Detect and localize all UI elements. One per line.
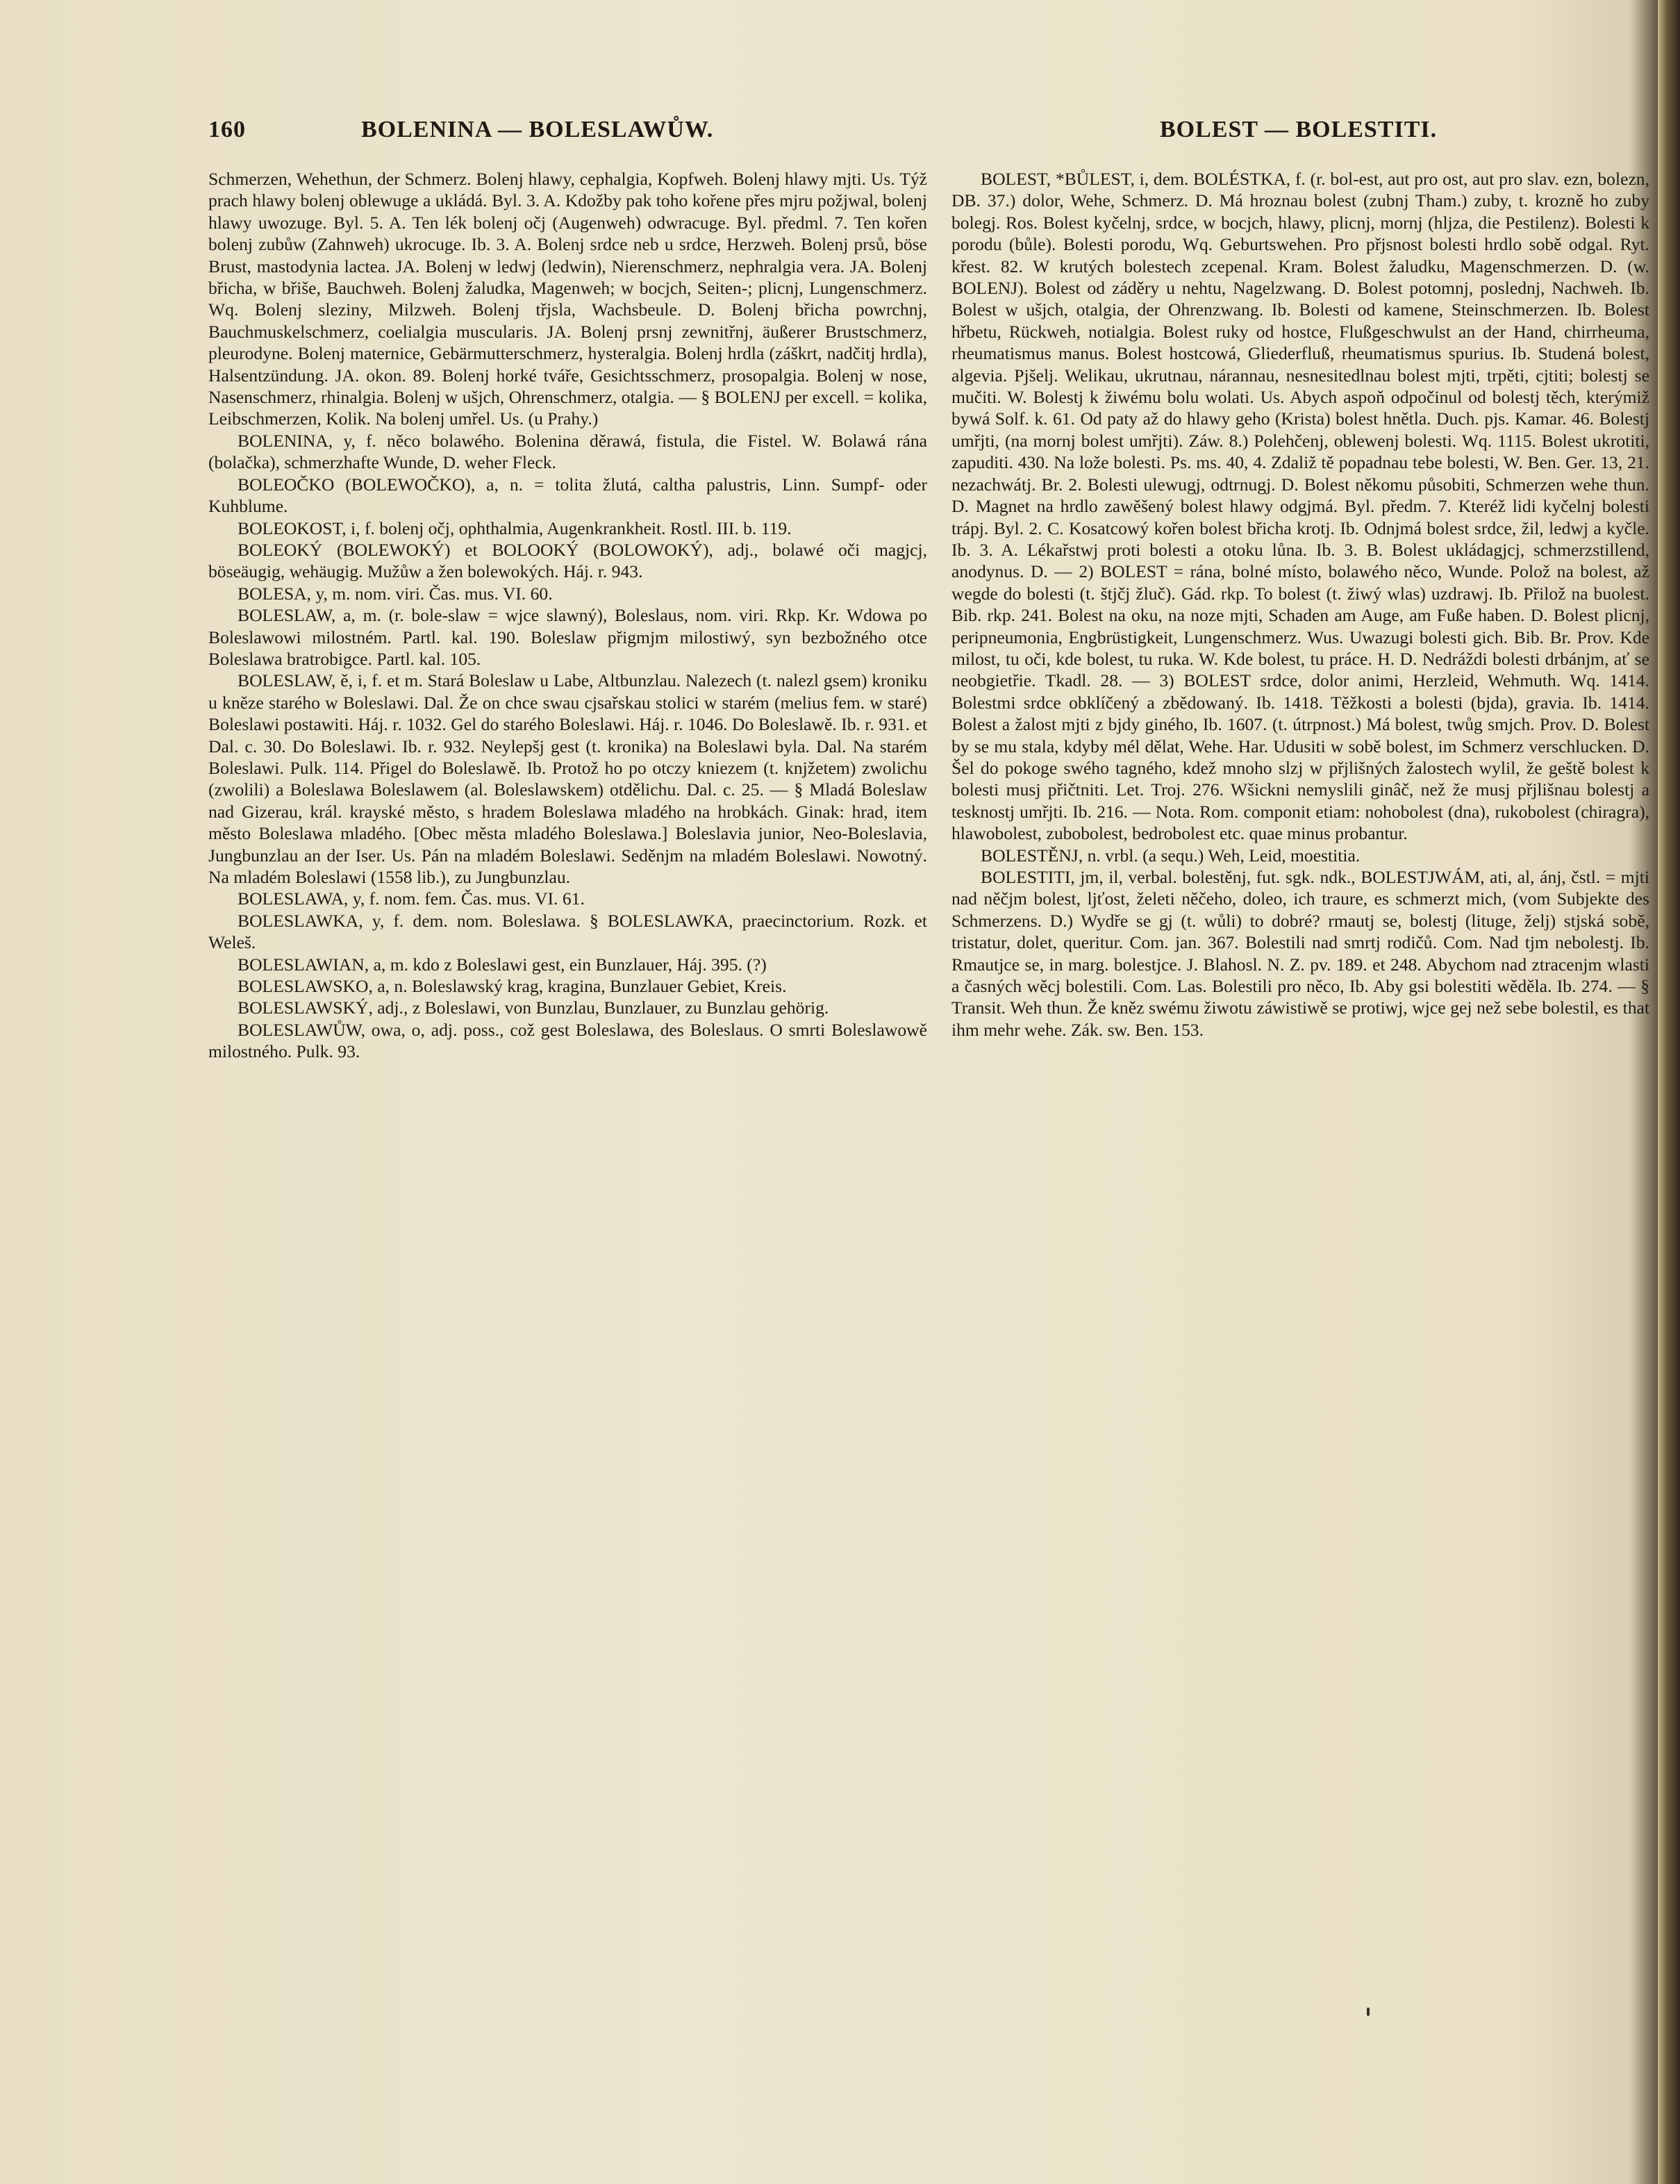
entry-boleslawsky: BOLESLAWSKÝ, adj., z Boleslawi, von Bunzlau, Bunzlauer, zu Bunzlau gehörig. — [238, 998, 829, 1018]
entry-boleslaw-f: BOLESLAW, ě, i, f. et m. Stará Boleslaw u Labe, Altbunzlau. Nalezech (t. nalezl gsem) kroniku u kněze starého w Boleslawi. Dal. Že on chce swau cjsařskau stolici w starém (melius fem. w staré) Boleslawi postawiti. Háj. r. 1032. Gel do starého Boleslawi. Háj. r. 1046. Do Boleslawě. Ib. r. 931. et Dal. c. 30. Do Boleslawi. Ib. r. 932. Neylepšj gest (t. kronika) na Boleslawi byla. Dal. Na starém Boleslawi. Pulk. 114. Přigel do Boleslawě. Ib. Protož ho po otczy kniezem (t. knjžetem) zwolichu (zwolili) a Boleslawa Boleslawem (al. Boleslawskem) otdělichu. Dal. c. 25. — § Mladá Boleslaw nad Gizerau, král. krayské město, s hradem Boleslawa mladého na hrobkách. Ginak: hrad, item město Boleslawa mladého. [Obec města mladého Boleslawa.] Boleslavia junior, Neo-Boleslavia, Jungbunzlau an der Iser. Us. Pán na mladém Boleslawi. Seděnjm na mladém Boleslawi. Nowotný. Na mladém Boleslawi (1558 lib.), zu Jungbunzlau. — [208, 670, 927, 887]
entry-bolestenj: BOLESTĚNJ, n. vrbl. (a sequ.) Weh, Leid, moestitia. — [981, 845, 1361, 866]
entry-text: Schmerzen, Wehethun, der Schmerz. Bolenj hlawy, cephalgia, Kopfweh. Bolenj hlawy mjti. Us. Týž prach hlawy bolenj oblewuge a ukládá. Byl. 3. A. Kdožby pak toho kořene přes mjru požjwal, bolenj hlawy uwozuge. Byl. 5. A. Ten lék bolenj očj (Augenweh) odwracuge. Byl. předml. 7. Ten kořen bolenj zubůw (Zahnweh) ukrocuge. Ib. 3. A. Bolenj srdce neb u srdce, Herzweh. Bolenj prsů, böse Brust, mastodynia lactea. JA. Bolenj w ledwj (ledwin), Nierenschmerz, nephralgia vera. JA. Bolenj břicha, w břiše, Bauchweh. Bolenj žaludka, Magenweh; w bocjch, Seiten-; plicnj, Lungenschmerz. Wq. Bolenj sleziny, Milzweh. Bolenj třjsla, Wachsbeule. D. Bolenj břicha powrchnj, Bauchmuskelschmerz, coelialgia muscularis. JA. Bolenj prsnj zewnitřnj, äußerer Brustschmerz, pleurodyne. Bolenj maternice, Gebärmutterschmerz, hysteralgia. Bolenj hrdla (záškrt, nadčitj hrdla), Halsentzündung. JA. okon. 89. Bolenj horké tváře, Gesichtsschmerz, prosopalgia. Bolenj w nose, Nasenschmerz, rhinalgia. Bolenj w ušjch, Ohrenschmerz, otalgia. — § BOLENJ per excell. = kolika, Leibschmerzen, Kolik. Na bolenj umřel. Us. (u Prahy.) — [208, 169, 927, 429]
ink-mark — [1367, 2008, 1370, 2016]
entry-boleslawa: BOLESLAWA, y, f. nom. fem. Čas. mus. VI. 61. — [238, 888, 585, 909]
entry-boleoky: BOLEOKÝ (BOLEWOKÝ) et BOLOOKÝ (BOLOWOKÝ), adj., bolawé oči magjcj, böseäugig, wehäugig. Mužůw a žen bolewokých. Háj. r. 943. — [208, 539, 927, 582]
right-running-title: BOLEST — BOLESTITI. — [1160, 117, 1438, 142]
right-column — [951, 168, 1649, 1919]
page-number: 160 — [208, 117, 246, 142]
entry-boleslawsko: BOLESLAWSKO, a, n. Boleslawský krag, kragina, Bunzlauer Gebiet, Kreis. — [238, 976, 787, 997]
entry-bolest: BOLEST, *BŮLEST, i, dem. BOLÉSTKA, f. (r. bol-est, aut pro ost, aut pro slav. ezn, bolezn, DB. 37.) dolor, Wehe, Schmerz. D. Má hroznau bolest (zubnj Tham.) zuby, t. krozně ho zuby bolegj. Ros. Bolest kyčelnj, srdce, w bocjch, hlawy, plicnj, mornj (hljza, die Pestilenz). Bolesti k porodu (bůle). Bolesti porodu, Wq. Geburtswehen. Pro přjsnost bolesti hrdlo sobě odgal. Ryt. křest. 82. W krutých bolestech zcepenal. Kram. Bolest žaludku, Magenschmerzen. D. (w. BOLENJ). Bolest od záděry u nehtu, Nagelzwang. D. Bolest potomnj, poslednj, Nachweh. Ib. Bolest w ušjch, otalgia, der Ohrenzwang. Ib. Bolesti od kamene, Steinschmerzen. Ib. Bolest hřbetu, Rückweh, notialgia. Bolest ruky od hostce, Flußgeschwulst an der Hand, chirrheuma, rheumatismus manus. Bolest hostcowá, Gliederfluß, rheumatismus spurius. Ib. Studená bolest, algevia. Pjšelj. Welikau, ukrutnau, nárannau, nesnesitedlnau bolest mjti, trpěti, cjtiti; bolestj se mučiti. W. Bolestj k žiwému bolu wolati. Us. Abych aspoň odpočinul od bolestj těch, kterýmiž bywá Solf. k. 61. Od paty až do hlawy geho (Krista) bolest hnětla. Duch. pjs. Kamar. 46. Bolestj umřjti, (na mornj bolest umřjti). Záw. 8.) Polehčenj, oblewenj bolesti. Wq. 1115. Bolest ukrotiti, zapuditi. 430. Na lože bolesti. Ps. ms. 40, 4. Zdaliž tě popadnau tebe bolesti, W. Ben. Ger. 13, 21. nezachwátj. Br. 2. Bolesti ulewugj, odtrnugj. D. Bolest někomu působiti, Schmerzen wehe thun. D. Magnet na hrdlo zawěšený bolest hlawy odgjmá. Byl. předm. 7. Kteréž lidi kyčelnj bolesti trápj. Byl. 2. C. Kosatcowý kořen bolest břicha krotj. Ib. Odnjmá bolest srdce, žil, ledwj a kyčle. Ib. 3. A. Lékařstwj proti bolesti a otoku lůna. Ib. 3. B. Bolest ukládagjcj, schmerzstillend, anodynus. D. — 2) BOLEST = rána, bolné místo, bolawého něco, Wunde. Polož na bolest, až wegde do bolesti (t. štjčj žluč). Gád. rkp. To bolest (t. žiwý wlas) uzdrawj. Ib. Přilož na buolest. Bib. rkp. 241. Bolest na oku, na noze mjti, Schaden am Auge, am Fuße haben. D. Bolest plicnj, peripneumonia, Engbrüstigkeit, Lungenschmerz. Wus. Uwazugi bolesti gich. Bib. Br. Prov. Kde milost, tu oči, kde bolest, tu ruka. W. Kde bolest, tu práce. H. D. Nedráždi bolesti drbánjm, ať se neobgietřie. Tkadl. 28. — 3) BOLEST srdce, dolor animi, Herzleid, Wehmuth. Wq. 1414. Bolestmi srdce obklíčený a zbědowaný. Ib. 1418. Těžkosti a bolesti (bjda), gravia. Ib. 1414. Bolest a žalost mjti z bjdy giného, Ib. 1607. (t. útrpnost.) Má bolest, twůg smjch. Prov. D. Bolest by se mu stala, kdyby mél dělat, Wehe. Har. Udusiti w sobě bolest, im Schmerz verschlucken. D. Šel do pokoge swého tagného, kdež mnoho slzj w přjlišných žalostech wylil, že geště bolest k bolesti musj přičtniti. Let. Troj. 276. Wšickni nemyslili ginâč, než že musj přjlišnau bolestj a tesknostj umřjti. Ib. 216. — Nota. Rom. componit etiam: nohobolest (dna), rukobolest (chiragra), hlawobolest, zubobolest, bedrobolest etc. quae minus probantur. — [951, 169, 1649, 844]
left-running-title: BOLENINA — BOLESLAWŮW. — [361, 117, 714, 142]
running-header — [208, 117, 1458, 158]
binding-edge — [1658, 0, 1680, 2184]
left-column — [208, 168, 927, 1919]
entry-bolestiti: BOLESTITI, jm, il, verbal. bolestěnj, fut. sgk. ndk., BOLESTJWÁM, ati, al, ánj, čstl. = mjti nad něčjm bolest, ljťost, želeti něčeho, doleo, ich traure, es schmerzt mich, (vom Subjekte des Schmerzens. D.) Wydře se gj (t. wůli) to dobré? rmautj se, bolestj (lituge, želj) stjská sobě, tristatur, dolet, queritur. Com. jan. 367. Bolestili nad smrtj rodičů. Com. Nad tjm nebolestj. Ib. Rmautjce se, in marg. bolestjce. J. Blahosl. N. Z. pv. 189. et 248. Abychom nad ztracenjm wlasti a časných wěcj bolestili. Com. Las. Bolestili pro něco, Ib. Aby gsi bolestiti wěděla. Ib. 274. — § Transit. Weh thun. Že kněz swému žiwotu záwistiwě se protiwj, wjce gej než sebe bolestil, es that ihm mehr wehe. Zák. sw. Ben. 153. — [951, 867, 1649, 1040]
entry-boleocko: BOLEOČKO (BOLEWOČKO), a, n. = tolita žlutá, caltha palustris, Linn. Sumpf- oder Kuhblume. — [208, 474, 927, 517]
entry-bolenina: BOLENINA, y, f. něco bolawého. Bolenina děrawá, fistula, die Fistel. W. Bolawá rána (bolačka), schmerzhafte Wunde, D. weher Fleck. — [208, 430, 927, 473]
entry-boleslawian: BOLESLAWIAN, a, m. kdo z Boleslawi gest, ein Bunzlauer, Háj. 395. (?) — [238, 954, 767, 975]
entry-boleslaw-m: BOLESLAW, a, m. (r. bole-slaw = wjce slawný), Boleslaus, nom. viri. Rkp. Kr. Wdowa po Boleslawowi milostném. Partl. kal. 190. Boleslaw přigmjm milostiwý, syn bezbožného otce Boleslawa bratrobigce. Partl. kal. 105. — [208, 605, 927, 669]
entry-boleslawuw: BOLESLAWŮW, owa, o, adj. poss., což gest Boleslawa, des Boleslaus. O smrti Boleslawowě milostného. Pulk. 93. — [208, 1019, 927, 1062]
entry-bolesa: BOLESA, y, m. nom. viri. Čas. mus. VI. 60. — [238, 583, 553, 604]
entry-boleokost: BOLEOKOST, i, f. bolenj očj, ophthalmia, Augenkrankheit. Rostl. III. b. 119. — [238, 518, 792, 538]
entry-boleslawka: BOLESLAWKA, y, f. dem. nom. Boleslawa. § BOLESLAWKA, praecinctorium. Rozk. et Weleš. — [208, 910, 927, 953]
